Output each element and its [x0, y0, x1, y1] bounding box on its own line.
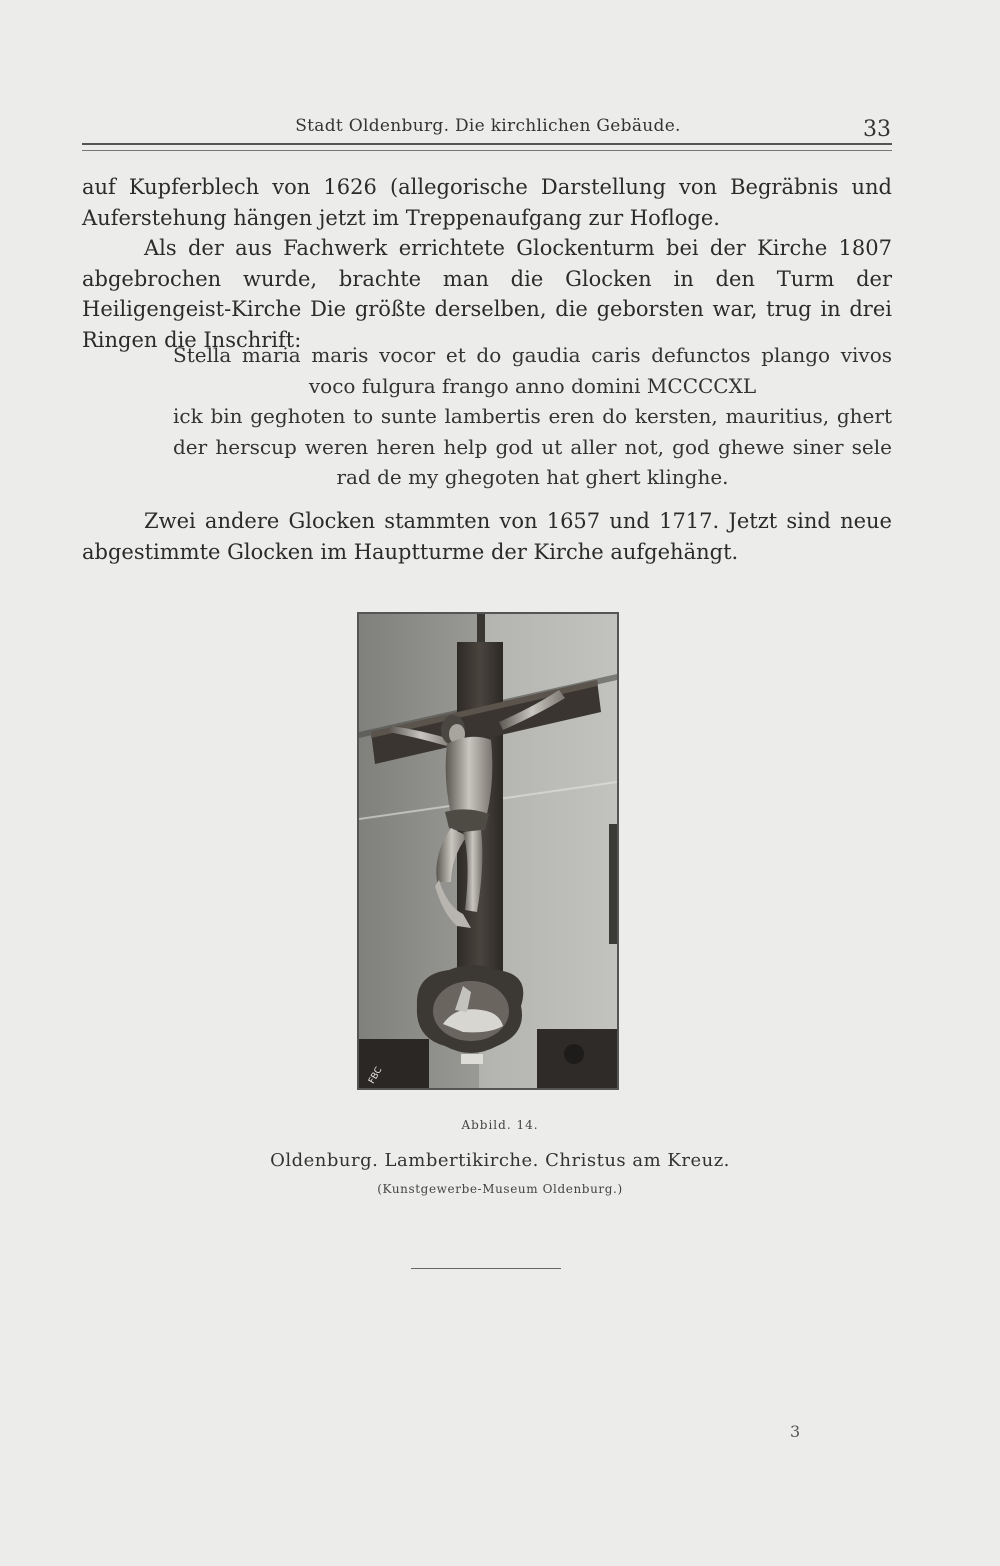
body-text-continued: [82, 506, 892, 567]
paragraph: Zwei andere Glocken stammten von 1657 und 1717. Jetzt sind neue abgestimmte Glocken im Hauptturme der Kirche aufgehängt.: [82, 509, 892, 564]
header-rule: [82, 143, 892, 151]
figure-source: (Kunstgewerbe-Museum Oldenburg.): [377, 1182, 623, 1196]
inscription-stanza: Stella maria maris vocor et do gaudia caris defunctos plango vivos voco fulgura frango anno domini MCCCCXL: [173, 343, 892, 398]
figure-label: Abbild. 14.: [461, 1118, 539, 1132]
crucifix-image: [359, 614, 617, 1088]
body-text: [82, 172, 892, 355]
header-title: Stadt Oldenburg. Die kirchlichen Gebäude.: [295, 116, 681, 136]
signature-mark: 3: [790, 1422, 801, 1441]
inscription-stanza: ick bin geghoten to sunte lambertis eren do kersten, mauritius, ghert der herscup weren heren help god ut aller not, god ghewe siner sele rad de my ghegoten hat ghert klinghe.: [173, 404, 892, 489]
svg-text:FBC: FBC: [367, 1065, 385, 1086]
running-header: [82, 114, 894, 144]
section-end-rule: [411, 1268, 561, 1269]
bell-inscription: [173, 340, 892, 493]
paragraph: Als der aus Fachwerk errichtete Glockenturm bei der Kirche 1807 abgebrochen wurde, brachte man die Glocken in den Turm der Heiligengeist-Kirche Die größte derselben, die geborsten war, trug in drei Ringen die Inschrift:: [82, 236, 892, 352]
paragraph: auf Kupferblech von 1626 (allegorische Darstellung von Begräbnis und Auferstehung hängen jetzt im Treppenaufgang zur Hofloge.: [82, 175, 892, 230]
crucifix-photograph: [357, 612, 619, 1090]
page-number: 33: [863, 117, 891, 142]
figure-caption: Oldenburg. Lambertikirche. Christus am Kreuz.: [270, 1150, 730, 1171]
